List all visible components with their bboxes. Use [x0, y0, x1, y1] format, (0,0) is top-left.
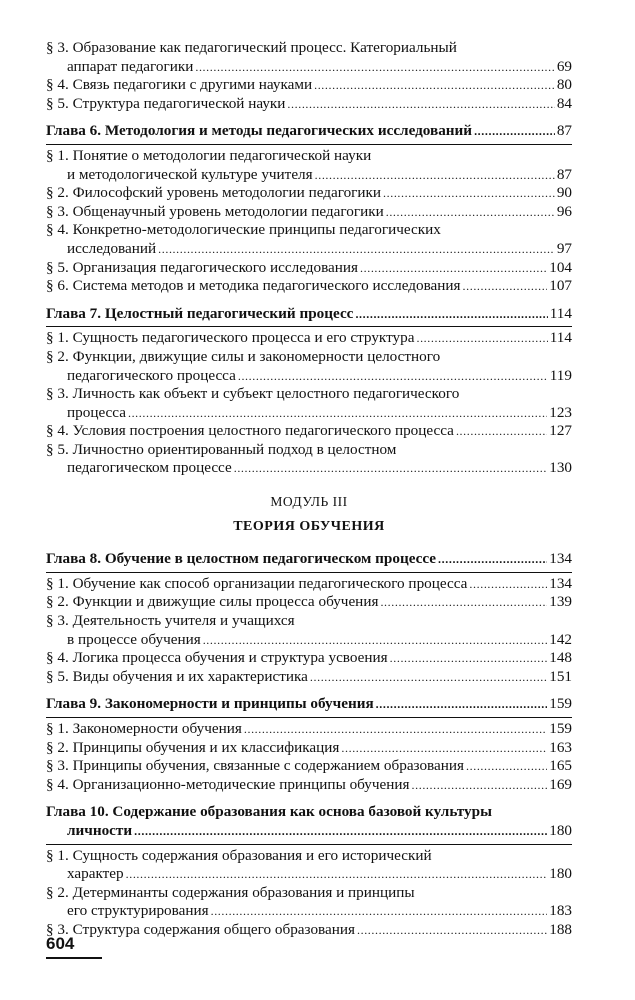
toc-section	[46, 259, 572, 278]
toc-leader-line	[46, 902, 572, 921]
toc-section	[46, 39, 572, 76]
dot-leader	[128, 404, 547, 423]
toc-title: исследований	[67, 239, 157, 257]
toc-section	[46, 649, 572, 668]
toc-line: § 1. Сущность содержания образования и его исторический	[46, 846, 432, 864]
toc-line: § 2. Функции, движущие силы и закономерности целостного	[46, 347, 441, 365]
toc-title: § 2. Принципы обучения и их классификация	[46, 738, 340, 756]
dot-leader	[158, 240, 555, 259]
toc-chapter	[46, 550, 572, 569]
toc-chapter	[46, 305, 572, 324]
toc-title: его структурирования	[67, 902, 209, 920]
toc-chapter	[46, 122, 572, 141]
toc-section	[46, 884, 572, 921]
toc-page-number: 87	[556, 122, 572, 140]
toc-leader-line	[46, 259, 572, 278]
spacer	[46, 686, 572, 695]
toc-leader-line	[46, 575, 572, 594]
toc-title: аппарат педагогики	[67, 57, 194, 75]
toc-page-number: 148	[549, 649, 572, 667]
toc-title: Глава 6. Методология и методы педагогических исследований	[46, 122, 473, 140]
toc-leader-line	[46, 277, 572, 296]
toc-line: § 3. Деятельность учителя и учащихся	[46, 612, 295, 630]
toc-page-number: 96	[556, 202, 572, 220]
toc-leader-line	[46, 95, 572, 114]
dot-leader	[314, 76, 555, 95]
toc-page-number: 97	[556, 239, 572, 257]
toc-section	[46, 184, 572, 203]
toc-page-number: 107	[549, 277, 572, 295]
toc-leader-line	[46, 921, 572, 940]
toc-page-number: 127	[549, 422, 572, 440]
toc-title: процесса	[67, 403, 126, 421]
toc-title: § 3. Структура содержания общего образования	[46, 920, 355, 938]
toc-page-number: 123	[549, 403, 572, 421]
toc-section	[46, 277, 572, 296]
part-heading: ТЕОРИЯ ОБУЧЕНИЯ	[233, 518, 385, 534]
toc-leader-line	[46, 184, 572, 203]
chapter-divider	[46, 572, 572, 573]
toc-line: § 1. Понятие о методологии педагогической науки	[46, 146, 372, 164]
toc-page-number: 69	[556, 57, 572, 75]
toc-title: § 1. Закономерности обучения	[46, 720, 242, 737]
toc-leader-line	[46, 776, 572, 795]
toc-leader-line	[46, 822, 572, 841]
dot-leader	[412, 776, 548, 795]
toc-leader-line	[46, 865, 572, 884]
dot-leader	[134, 822, 547, 841]
toc-leader-line	[46, 459, 572, 478]
dot-leader	[203, 631, 548, 650]
toc-line: § 2. Детерминанты содержания образования и принципы	[46, 883, 415, 901]
toc-leader-line	[46, 76, 572, 95]
toc-page-number: 134	[549, 574, 572, 592]
toc-title: § 5. Организация педагогического исследования	[46, 258, 359, 276]
toc-title: личности	[67, 821, 133, 839]
toc-title: § 5. Структура педагогической науки	[46, 94, 286, 112]
toc-leader-line	[46, 649, 572, 668]
toc-page-number: 159	[549, 720, 572, 737]
toc-title: Глава 8. Обучение в целостном педагогическом процессе	[46, 550, 437, 568]
toc-chapter	[46, 803, 572, 840]
dot-leader	[456, 422, 547, 441]
toc-page-number: 104	[549, 258, 572, 276]
spacer	[46, 113, 572, 122]
dot-leader	[244, 720, 547, 739]
toc-leader-line	[46, 240, 572, 259]
toc-leader-line	[46, 739, 572, 758]
toc-section	[46, 348, 572, 385]
toc-line: § 3. Образование как педагогический процесс. Категориальный	[46, 39, 457, 56]
toc-section	[46, 221, 572, 258]
toc-leader-line	[46, 668, 572, 687]
toc-page-number: 134	[549, 550, 572, 568]
toc-section	[46, 147, 572, 184]
toc-title: § 4. Организационно-методические принципы обучения	[46, 775, 410, 793]
toc-chapter	[46, 695, 572, 714]
toc-section	[46, 203, 572, 222]
toc-page-number: 165	[549, 757, 572, 775]
toc-title: § 2. Функции и движущие силы процесса обучения	[46, 593, 379, 611]
toc-leader-line	[46, 550, 572, 569]
toc-title: § 5. Виды обучения и их характеристика	[46, 667, 308, 685]
toc-title: характер	[67, 865, 124, 883]
page-number-underline	[46, 957, 102, 959]
dot-leader	[357, 921, 547, 940]
toc-leader-line	[46, 122, 572, 141]
toc-title: Глава 7. Целостный педагогический процесс	[46, 304, 354, 322]
toc-section	[46, 668, 572, 687]
toc-section	[46, 921, 572, 940]
toc-page-number: 114	[549, 329, 572, 347]
toc-page-number: 119	[549, 366, 572, 384]
toc-section	[46, 441, 572, 478]
toc-page-number: 142	[549, 630, 572, 648]
dot-leader	[341, 739, 547, 758]
toc-section	[46, 575, 572, 594]
dot-leader	[386, 203, 555, 222]
toc-title: и методологической культуре учителя	[67, 165, 313, 183]
toc-page-number: 130	[549, 459, 572, 477]
toc-page-number: 163	[549, 738, 572, 756]
dot-leader	[466, 757, 547, 776]
toc-page-number: 90	[556, 184, 572, 202]
toc-page-number: 183	[549, 902, 572, 920]
toc-section	[46, 593, 572, 612]
spacer	[46, 296, 572, 305]
toc-title: § 1. Обучение как способ организации педагогического процесса	[46, 574, 468, 592]
dot-leader	[310, 668, 547, 687]
toc-section	[46, 76, 572, 95]
toc-page-number: 139	[549, 593, 572, 611]
toc-title: педагогического процесса	[67, 366, 236, 384]
dot-leader	[438, 550, 547, 569]
toc-page-number: 87	[556, 165, 572, 183]
dot-leader	[390, 649, 548, 668]
toc-leader-line	[46, 422, 572, 441]
toc-title: § 6. Система методов и методика педагогического исследования	[46, 277, 461, 295]
toc-page-number: 159	[549, 695, 572, 713]
toc-section	[46, 612, 572, 649]
toc-leader-line	[46, 367, 572, 386]
toc-leader-line	[46, 166, 572, 185]
toc-title: § 4. Условия построения целостного педагогического процесса	[46, 422, 454, 440]
dot-leader	[376, 695, 548, 714]
toc-leader-line	[46, 305, 572, 324]
dot-leader	[474, 122, 555, 141]
dot-leader	[126, 865, 548, 884]
toc-title: Глава 9. Закономерности и принципы обучения	[46, 695, 374, 713]
dot-leader	[211, 902, 548, 921]
toc-title: педагогическом процессе	[67, 459, 232, 477]
module-heading: МОДУЛЬ III	[270, 494, 348, 510]
chapter-divider	[46, 326, 572, 327]
dot-leader	[195, 58, 554, 77]
toc-page-number: 80	[556, 76, 572, 94]
toc-leader-line	[46, 720, 572, 739]
toc-section	[46, 739, 572, 758]
toc-section	[46, 847, 572, 884]
toc-section	[46, 95, 572, 114]
dot-leader	[469, 575, 547, 594]
dot-leader	[416, 329, 547, 348]
toc-section	[46, 329, 572, 348]
toc-leader-line	[46, 695, 572, 714]
toc-page-number: 188	[549, 920, 572, 938]
toc-leader-line	[46, 631, 572, 650]
dot-leader	[315, 166, 555, 185]
toc-leader-line	[46, 593, 572, 612]
toc-title: § 2. Философский уровень методологии педагогики	[46, 184, 382, 202]
dot-leader	[383, 184, 555, 203]
page-number: 604	[46, 934, 75, 953]
toc-page-number: 180	[549, 821, 572, 839]
toc-page-number: 180	[549, 865, 572, 883]
toc-title: § 3. Принципы обучения, связанные с содержанием образования	[46, 757, 465, 775]
toc-section	[46, 720, 572, 739]
toc-section	[46, 776, 572, 795]
dot-leader	[360, 259, 547, 278]
toc-leader-line	[46, 203, 572, 222]
toc-title: § 4. Связь педагогики с другими науками	[46, 76, 313, 94]
toc-section	[46, 422, 572, 441]
dot-leader	[380, 593, 547, 612]
toc-leader-line	[46, 329, 572, 348]
chapter-divider	[46, 144, 572, 145]
dot-leader	[287, 95, 554, 114]
toc-title: § 3. Общенаучный уровень методологии педагогики	[46, 202, 384, 220]
toc-line: § 5. Личностно ориентированный подход в целостном	[46, 440, 397, 458]
toc-title: § 1. Сущность педагогического процесса и его структура	[46, 329, 415, 347]
toc-section	[46, 757, 572, 776]
dot-leader	[355, 305, 547, 324]
toc-leader-line	[46, 58, 572, 77]
dot-leader	[463, 277, 548, 296]
toc-title: § 4. Логика процесса обучения и структура усвоения	[46, 649, 388, 667]
chapter-divider	[46, 717, 572, 718]
spacer	[46, 794, 572, 803]
dot-leader	[234, 459, 547, 478]
toc-page-number: 114	[549, 304, 572, 322]
toc-leader-line	[46, 404, 572, 423]
toc-title: в процессе обучения	[67, 630, 201, 648]
toc-page-number: 169	[549, 775, 572, 793]
toc-line: Глава 10. Содержание образования как основа базовой культуры	[46, 803, 492, 821]
dot-leader	[238, 367, 548, 386]
table-of-contents	[46, 39, 572, 940]
toc-page-number: 84	[556, 94, 572, 112]
chapter-divider	[46, 844, 572, 845]
toc-section	[46, 385, 572, 422]
toc-page-number: 151	[549, 667, 572, 685]
toc-leader-line	[46, 757, 572, 776]
toc-line: § 3. Личность как объект и субъект целостного педагогического	[46, 385, 460, 403]
toc-line: § 4. Конкретно-методологические принципы педагогических	[46, 221, 441, 239]
